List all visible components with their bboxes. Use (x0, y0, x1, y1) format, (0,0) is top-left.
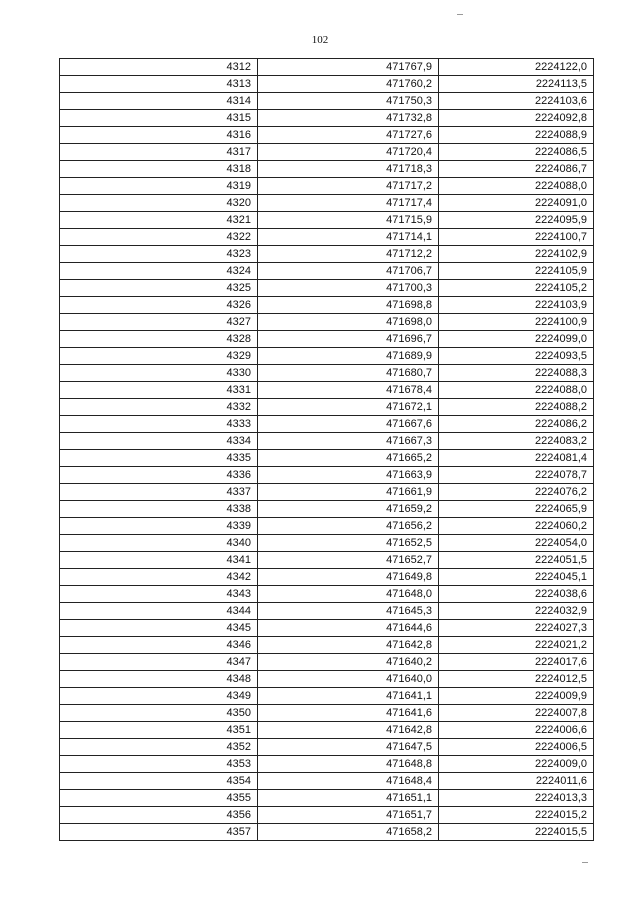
point-number-cell: 4328 (60, 331, 258, 348)
y-coordinate-cell: 2224102,9 (439, 246, 594, 263)
point-number-cell: 4317 (60, 144, 258, 161)
x-coordinate-cell: 471645,3 (258, 603, 439, 620)
point-number-cell: 4313 (60, 76, 258, 93)
y-coordinate-cell: 2224012,5 (439, 671, 594, 688)
point-number-cell: 4332 (60, 399, 258, 416)
x-coordinate-cell: 471641,1 (258, 688, 439, 705)
point-number-cell: 4312 (60, 59, 258, 76)
x-coordinate-cell: 471659,2 (258, 501, 439, 518)
point-number-cell: 4316 (60, 127, 258, 144)
table-row (60, 705, 594, 722)
point-number-cell: 4334 (60, 433, 258, 450)
y-coordinate-cell: 2224032,9 (439, 603, 594, 620)
y-coordinate-cell: 2224078,7 (439, 467, 594, 484)
table-row (60, 144, 594, 161)
y-coordinate-cell: 2224091,0 (439, 195, 594, 212)
x-coordinate-cell: 471689,9 (258, 348, 439, 365)
table-row (60, 637, 594, 654)
y-coordinate-cell: 2224103,6 (439, 93, 594, 110)
x-coordinate-cell: 471652,5 (258, 535, 439, 552)
x-coordinate-cell: 471706,7 (258, 263, 439, 280)
x-coordinate-cell: 471642,8 (258, 637, 439, 654)
point-number-cell: 4333 (60, 416, 258, 433)
point-number-cell: 4341 (60, 552, 258, 569)
y-coordinate-cell: 2224083,2 (439, 433, 594, 450)
y-coordinate-cell: 2224045,1 (439, 569, 594, 586)
table-row (60, 671, 594, 688)
point-number-cell: 4349 (60, 688, 258, 705)
table-row (60, 382, 594, 399)
point-number-cell: 4346 (60, 637, 258, 654)
y-coordinate-cell: 2224076,2 (439, 484, 594, 501)
y-coordinate-cell: 2224054,0 (439, 535, 594, 552)
x-coordinate-cell: 471642,8 (258, 722, 439, 739)
table-row (60, 501, 594, 518)
table-row (60, 756, 594, 773)
x-coordinate-cell: 471661,9 (258, 484, 439, 501)
point-number-cell: 4323 (60, 246, 258, 263)
x-coordinate-cell: 471696,7 (258, 331, 439, 348)
point-number-cell: 4348 (60, 671, 258, 688)
table-row (60, 688, 594, 705)
table-row (60, 212, 594, 229)
x-coordinate-cell: 471658,2 (258, 824, 439, 841)
y-coordinate-cell: 2224100,9 (439, 314, 594, 331)
table-row (60, 297, 594, 314)
y-coordinate-cell: 2224100,7 (439, 229, 594, 246)
point-number-cell: 4353 (60, 756, 258, 773)
point-number-cell: 4329 (60, 348, 258, 365)
x-coordinate-cell: 471667,3 (258, 433, 439, 450)
x-coordinate-cell: 471644,6 (258, 620, 439, 637)
y-coordinate-cell: 2224065,9 (439, 501, 594, 518)
y-coordinate-cell: 2224038,6 (439, 586, 594, 603)
y-coordinate-cell: 2224027,3 (439, 620, 594, 637)
table-row (60, 161, 594, 178)
coordinates-table (59, 58, 594, 841)
point-number-cell: 4326 (60, 297, 258, 314)
point-number-cell: 4344 (60, 603, 258, 620)
x-coordinate-cell: 471652,7 (258, 552, 439, 569)
y-coordinate-cell: 2224103,9 (439, 297, 594, 314)
y-coordinate-cell: 2224006,5 (439, 739, 594, 756)
point-number-cell: 4314 (60, 93, 258, 110)
y-coordinate-cell: 2224081,4 (439, 450, 594, 467)
x-coordinate-cell: 471760,2 (258, 76, 439, 93)
y-coordinate-cell: 2224122,0 (439, 59, 594, 76)
table-row (60, 127, 594, 144)
x-coordinate-cell: 471680,7 (258, 365, 439, 382)
point-number-cell: 4327 (60, 314, 258, 331)
point-number-cell: 4351 (60, 722, 258, 739)
table-row (60, 314, 594, 331)
x-coordinate-cell: 471656,2 (258, 518, 439, 535)
y-coordinate-cell: 2224015,5 (439, 824, 594, 841)
point-number-cell: 4343 (60, 586, 258, 603)
table-row (60, 569, 594, 586)
x-coordinate-cell: 471648,8 (258, 756, 439, 773)
table-row (60, 110, 594, 127)
point-number-cell: 4319 (60, 178, 258, 195)
x-coordinate-cell: 471767,9 (258, 59, 439, 76)
table-row (60, 93, 594, 110)
y-coordinate-cell: 2224007,8 (439, 705, 594, 722)
table-row (60, 790, 594, 807)
table-row (60, 739, 594, 756)
table-row (60, 807, 594, 824)
table-row (60, 76, 594, 93)
y-coordinate-cell: 2224017,6 (439, 654, 594, 671)
point-number-cell: 4340 (60, 535, 258, 552)
point-number-cell: 4330 (60, 365, 258, 382)
y-coordinate-cell: 2224086,2 (439, 416, 594, 433)
table-row (60, 654, 594, 671)
x-coordinate-cell: 471663,9 (258, 467, 439, 484)
x-coordinate-cell: 471640,0 (258, 671, 439, 688)
x-coordinate-cell: 471714,1 (258, 229, 439, 246)
x-coordinate-cell: 471717,2 (258, 178, 439, 195)
point-number-cell: 4315 (60, 110, 258, 127)
point-number-cell: 4352 (60, 739, 258, 756)
table-row (60, 773, 594, 790)
point-number-cell: 4345 (60, 620, 258, 637)
y-coordinate-cell: 2224088,3 (439, 365, 594, 382)
y-coordinate-cell: 2224088,0 (439, 178, 594, 195)
point-number-cell: 4339 (60, 518, 258, 535)
scan-mark (457, 14, 463, 15)
y-coordinate-cell: 2224015,2 (439, 807, 594, 824)
y-coordinate-cell: 2224013,3 (439, 790, 594, 807)
y-coordinate-cell: 2224009,9 (439, 688, 594, 705)
y-coordinate-cell: 2224105,2 (439, 280, 594, 297)
x-coordinate-cell: 471727,6 (258, 127, 439, 144)
x-coordinate-cell: 471717,4 (258, 195, 439, 212)
y-coordinate-cell: 2224021,2 (439, 637, 594, 654)
x-coordinate-cell: 471718,3 (258, 161, 439, 178)
y-coordinate-cell: 2224088,0 (439, 382, 594, 399)
table-row (60, 348, 594, 365)
x-coordinate-cell: 471678,4 (258, 382, 439, 399)
x-coordinate-cell: 471720,4 (258, 144, 439, 161)
y-coordinate-cell: 2224105,9 (439, 263, 594, 280)
y-coordinate-cell: 2224099,0 (439, 331, 594, 348)
point-number-cell: 4331 (60, 382, 258, 399)
coordinates-table-body (60, 59, 594, 841)
table-row (60, 518, 594, 535)
x-coordinate-cell: 471732,8 (258, 110, 439, 127)
point-number-cell: 4338 (60, 501, 258, 518)
table-row (60, 535, 594, 552)
page-number: 102 (311, 34, 329, 46)
point-number-cell: 4336 (60, 467, 258, 484)
table-row (60, 399, 594, 416)
table-row (60, 246, 594, 263)
x-coordinate-cell: 471649,8 (258, 569, 439, 586)
point-number-cell: 4320 (60, 195, 258, 212)
y-coordinate-cell: 2224093,5 (439, 348, 594, 365)
x-coordinate-cell: 471647,5 (258, 739, 439, 756)
table-row (60, 824, 594, 841)
table-row (60, 450, 594, 467)
y-coordinate-cell: 2224092,8 (439, 110, 594, 127)
point-number-cell: 4337 (60, 484, 258, 501)
point-number-cell: 4318 (60, 161, 258, 178)
table-row (60, 229, 594, 246)
point-number-cell: 4325 (60, 280, 258, 297)
point-number-cell: 4354 (60, 773, 258, 790)
table-row (60, 433, 594, 450)
table-row (60, 722, 594, 739)
x-coordinate-cell: 471640,2 (258, 654, 439, 671)
x-coordinate-cell: 471715,9 (258, 212, 439, 229)
point-number-cell: 4347 (60, 654, 258, 671)
point-number-cell: 4322 (60, 229, 258, 246)
y-coordinate-cell: 2224086,7 (439, 161, 594, 178)
point-number-cell: 4356 (60, 807, 258, 824)
x-coordinate-cell: 471672,1 (258, 399, 439, 416)
x-coordinate-cell: 471648,0 (258, 586, 439, 603)
x-coordinate-cell: 471750,3 (258, 93, 439, 110)
point-number-cell: 4350 (60, 705, 258, 722)
point-number-cell: 4355 (60, 790, 258, 807)
y-coordinate-cell: 2224011,6 (439, 773, 594, 790)
x-coordinate-cell: 471665,2 (258, 450, 439, 467)
y-coordinate-cell: 2224060,2 (439, 518, 594, 535)
y-coordinate-cell: 2224088,9 (439, 127, 594, 144)
table-row (60, 263, 594, 280)
x-coordinate-cell: 471648,4 (258, 773, 439, 790)
point-number-cell: 4357 (60, 824, 258, 841)
table-row (60, 620, 594, 637)
table-row (60, 331, 594, 348)
table-row (60, 365, 594, 382)
scan-mark (582, 862, 588, 863)
table-row (60, 484, 594, 501)
y-coordinate-cell: 2224009,0 (439, 756, 594, 773)
table-row (60, 178, 594, 195)
x-coordinate-cell: 471698,8 (258, 297, 439, 314)
table-row (60, 552, 594, 569)
y-coordinate-cell: 2224051,5 (439, 552, 594, 569)
point-number-cell: 4342 (60, 569, 258, 586)
x-coordinate-cell: 471651,1 (258, 790, 439, 807)
point-number-cell: 4335 (60, 450, 258, 467)
x-coordinate-cell: 471698,0 (258, 314, 439, 331)
table-row (60, 416, 594, 433)
table-row (60, 467, 594, 484)
y-coordinate-cell: 2224113,5 (439, 76, 594, 93)
table-row (60, 603, 594, 620)
table-row (60, 280, 594, 297)
point-number-cell: 4324 (60, 263, 258, 280)
x-coordinate-cell: 471712,2 (258, 246, 439, 263)
point-number-cell: 4321 (60, 212, 258, 229)
y-coordinate-cell: 2224095,9 (439, 212, 594, 229)
x-coordinate-cell: 471667,6 (258, 416, 439, 433)
x-coordinate-cell: 471641,6 (258, 705, 439, 722)
y-coordinate-cell: 2224006,6 (439, 722, 594, 739)
table-row (60, 586, 594, 603)
table-row (60, 59, 594, 76)
x-coordinate-cell: 471700,3 (258, 280, 439, 297)
y-coordinate-cell: 2224086,5 (439, 144, 594, 161)
y-coordinate-cell: 2224088,2 (439, 399, 594, 416)
table-row (60, 195, 594, 212)
x-coordinate-cell: 471651,7 (258, 807, 439, 824)
